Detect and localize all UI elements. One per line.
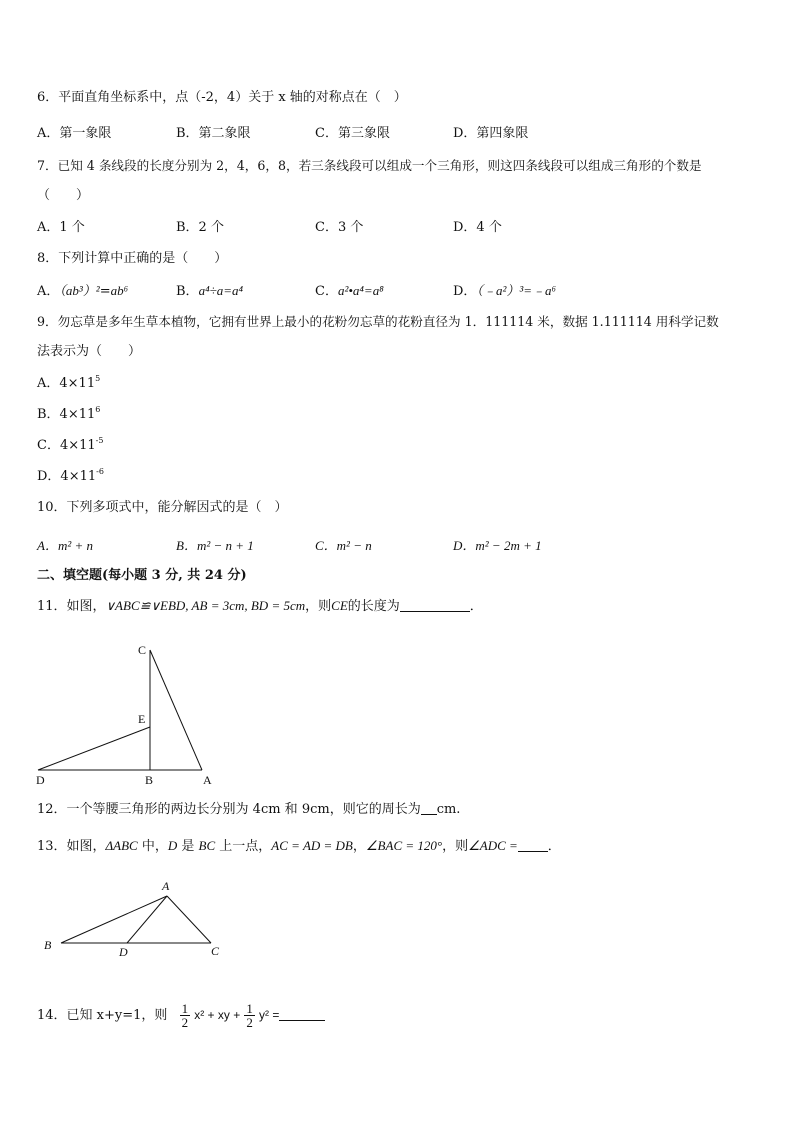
q13-segment-ac xyxy=(167,896,211,943)
q11-label-a: A xyxy=(203,773,212,787)
q13-math4: AC = AD = DB xyxy=(271,838,353,853)
q13-label-d: D xyxy=(119,945,128,959)
q11-figure xyxy=(30,640,230,790)
q12-text: 12．一个等腰三角形的两边长分别为 4cm 和 9cm，则它的周长为 xyxy=(37,802,421,817)
q11-answer-blank[interactable] xyxy=(400,599,470,612)
q12-end: cm. xyxy=(436,802,461,817)
q14-fraction-2 xyxy=(244,1002,255,1029)
q9-a-exp: 5 xyxy=(95,374,101,383)
q6-option-a: A．第一象限 xyxy=(37,126,112,141)
q11-segment-de xyxy=(38,727,150,770)
q13-math5: ∠BAC = 120° xyxy=(365,838,443,853)
q8-c-expr: a²•a⁴=a⁸ xyxy=(337,283,384,298)
q8-stem: 8．下列计算中正确的是（ ） xyxy=(37,251,228,266)
q11-prefix: 11．如图， xyxy=(37,599,106,614)
q13-mid5: ，则 xyxy=(442,839,469,854)
q14-answer-blank[interactable] xyxy=(279,1008,325,1021)
q13-mid1: 中， xyxy=(137,839,168,854)
q11-mid: ，则 xyxy=(305,599,332,614)
q8-option-a xyxy=(37,283,128,300)
q13-stem xyxy=(37,838,561,855)
q13-figure xyxy=(35,875,235,965)
q7-option-b: B．2 个 xyxy=(176,220,224,235)
q13-segment-ba xyxy=(61,896,167,943)
q10-option-a: A．m² + n xyxy=(37,538,93,553)
q8-a-label: A． xyxy=(37,284,60,299)
q14-fraction-1 xyxy=(180,1002,191,1029)
q8-a-eq: = xyxy=(99,284,111,299)
q14-term1: x² + xy + xyxy=(194,1008,241,1022)
q13-label-c: C xyxy=(211,944,220,958)
q6-option-d: D．第四象限 xyxy=(453,126,529,141)
q8-option-c xyxy=(315,283,384,300)
q13-mid2: 是 xyxy=(177,839,199,854)
q13-mid3: 上一点， xyxy=(215,839,272,854)
q8-a-lhs: （ab³）² xyxy=(59,283,100,298)
q14-stem xyxy=(37,1000,325,1031)
q6-option-b: B．第二象限 xyxy=(176,126,251,141)
q8-b-label: B． xyxy=(176,284,199,299)
q9-option-d xyxy=(37,469,104,485)
q6-stem: 6．平面直角坐标系中，点（-2，4）关于 x 轴的对称点在（ ） xyxy=(37,90,407,105)
q11-label-b: B xyxy=(145,773,154,787)
q14-frac1-den: 2 xyxy=(181,1015,189,1030)
q14-term2: y² = xyxy=(259,1008,280,1022)
q13-math3: BC xyxy=(198,838,216,853)
q6-option-c: C．第三象限 xyxy=(315,126,390,141)
q11-end: ． xyxy=(469,599,483,614)
q13-math6: ∠ADC = xyxy=(468,838,518,853)
q14-frac2-den: 2 xyxy=(246,1015,253,1030)
q11-segment-ca xyxy=(150,650,202,770)
q7-option-a: A．1 个 xyxy=(37,220,85,235)
q11-ce: CE xyxy=(331,598,348,613)
q9-option-a xyxy=(37,376,100,392)
q9-stem-line2: 法表示为（ ） xyxy=(37,344,142,359)
q10-option-c: C．m² − n xyxy=(315,538,372,553)
section-2-heading: 二、填空题(每小题 3 分, 共 24 分) xyxy=(37,568,247,583)
q9-a-label: A．4×11 xyxy=(37,376,96,391)
q11-stem xyxy=(37,598,483,615)
q9-d-label: D．4×11 xyxy=(37,469,97,484)
q8-d-expr: （﹣a²）³=﹣a⁶ xyxy=(476,283,557,298)
q11-suffix: 的长度为 xyxy=(347,599,400,614)
q12-stem xyxy=(37,802,460,818)
q8-a-rhs: ab⁶ xyxy=(110,283,129,298)
q13-math2: D xyxy=(167,838,178,853)
q11-label-d: D xyxy=(36,773,45,787)
q9-c-label: C．4×11 xyxy=(37,438,96,453)
q14-prefix: 14．已知 x+y=1，则 xyxy=(37,1008,168,1023)
q9-option-c xyxy=(37,438,103,454)
q8-option-b xyxy=(176,283,243,300)
q9-c-exp: -5 xyxy=(95,436,104,445)
q9-b-label: B．4×11 xyxy=(37,407,96,422)
q11-label-e: E xyxy=(138,712,146,726)
q10-stem: 10．下列多项式中，能分解因式的是（ ） xyxy=(37,500,288,515)
q8-c-label: C． xyxy=(315,284,338,299)
q13-mid4: ， xyxy=(352,839,366,854)
q10-option-b: B．m² − n + 1 xyxy=(176,538,254,553)
q12-answer-blank[interactable] xyxy=(421,802,437,815)
q8-d-label: D． xyxy=(453,284,477,299)
q13-math1: ΔABC xyxy=(105,838,138,853)
q13-label-a: A xyxy=(162,879,170,893)
q9-option-b xyxy=(37,407,100,423)
q13-prefix: 13．如图， xyxy=(37,839,106,854)
q8-b-expr: a⁴÷a=a⁴ xyxy=(198,283,244,298)
q8-option-d xyxy=(453,283,556,300)
q7-option-d: D．4 个 xyxy=(453,220,502,235)
q11-label-c: C xyxy=(138,643,147,657)
q14-frac1-num: 1 xyxy=(181,1001,189,1016)
q9-d-exp: -6 xyxy=(96,467,104,476)
q9-stem-line1: 9．勿忘草是多年生草本植物，它拥有世界上最小的花粉勿忘草的花粉直径为 1．111114 米，数据 1.111114 用科学记数 xyxy=(37,314,719,329)
q7-option-c: C．3 个 xyxy=(315,220,364,235)
q13-segment-ad xyxy=(127,896,167,943)
q13-end: ． xyxy=(547,839,561,854)
q13-label-b: B xyxy=(44,938,52,952)
q10-option-d: D．m² − 2m + 1 xyxy=(453,538,542,553)
q7-stem-line2: （ ） xyxy=(37,188,90,203)
q13-answer-blank[interactable] xyxy=(518,839,548,852)
q11-math: ∨ABC≌∨EBD, AB = 3cm, BD = 5cm xyxy=(105,598,306,613)
q7-stem-line1: 7．已知 4 条线段的长度分别为 2，4，6，8，若三条线段可以组成一个三角形，则这四条线段可以组成三角形的个数是 xyxy=(37,158,702,173)
q9-b-exp: 6 xyxy=(95,405,101,414)
q14-frac2-num: 1 xyxy=(246,1001,253,1016)
